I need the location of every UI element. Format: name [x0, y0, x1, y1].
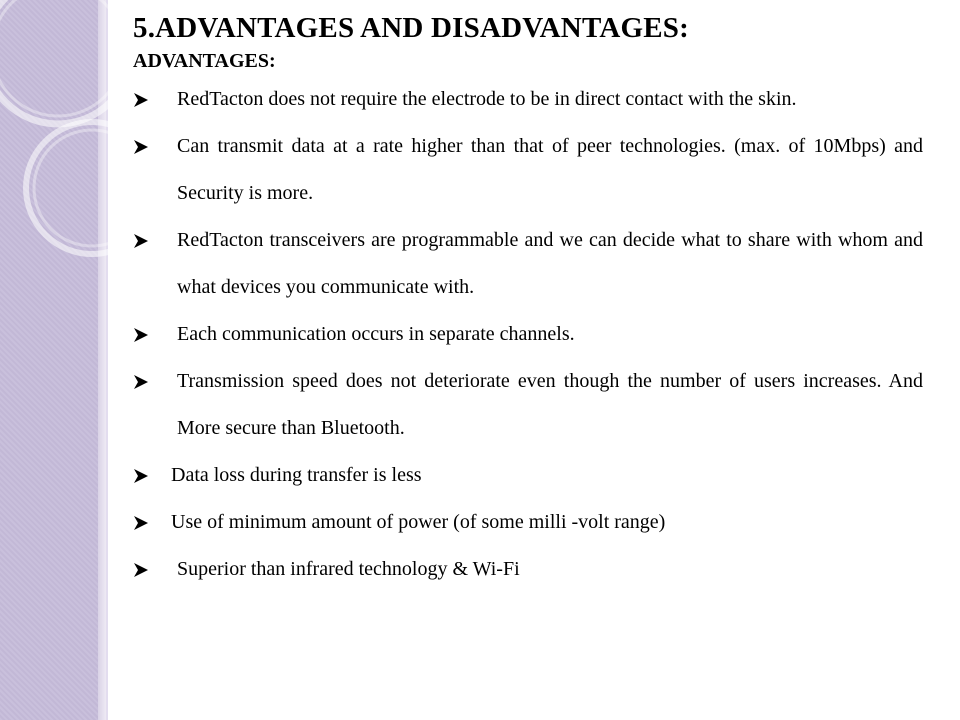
list-item: [133, 123, 923, 217]
list-item-text: Can transmit data at a rate higher than that of peer technologies. (max. of 10Mbps) and Security is more.: [177, 135, 923, 204]
advantages-list: [133, 76, 923, 593]
slide-content: [133, 10, 923, 593]
arrowhead-bullet-icon: [133, 217, 155, 264]
list-item-text: Transmission speed does not deteriorate even though the number of users increases. And More secure than Bluetooth.: [177, 370, 923, 439]
advantages-subheading: ADVANTAGES:: [133, 50, 276, 72]
list-item: [133, 499, 923, 546]
list-item-text: Use of minimum amount of power (of some milli -volt range): [171, 511, 666, 533]
arrowhead-bullet-icon: [133, 546, 155, 593]
list-item: [133, 452, 923, 499]
list-item-text: Superior than infrared technology & Wi-Fi: [177, 558, 520, 580]
slide-heading: 5.ADVANTAGES AND DISADVANTAGES:: [133, 12, 689, 44]
arrowhead-bullet-icon: [133, 499, 155, 546]
list-item: [133, 358, 923, 452]
arrowhead-bullet-icon: [133, 358, 155, 405]
list-item: [133, 76, 923, 123]
list-item-text: Data loss during transfer is less: [171, 464, 422, 486]
list-item-text: RedTacton transceivers are programmable and we can decide what to share with whom and what devices you communicate with.: [177, 229, 923, 298]
arrowhead-bullet-icon: [133, 452, 155, 499]
list-item: [133, 546, 923, 593]
list-item-text: Each communication occurs in separate channels.: [177, 323, 575, 345]
arrowhead-bullet-icon: [133, 76, 155, 123]
arrowhead-bullet-icon: [133, 311, 155, 358]
arrowhead-bullet-icon: [133, 123, 155, 170]
list-item: [133, 311, 923, 358]
list-item: [133, 217, 923, 311]
list-item-text: RedTacton does not require the electrode to be in direct contact with the skin.: [177, 88, 797, 110]
